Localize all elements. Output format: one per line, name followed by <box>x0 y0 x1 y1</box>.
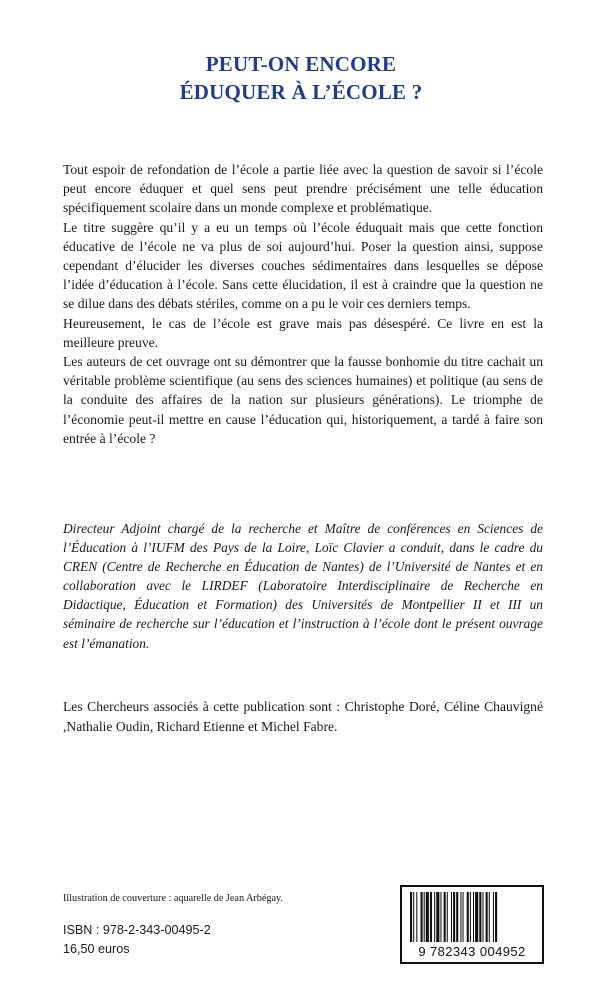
barcode-bar <box>444 892 446 942</box>
barcode-bar <box>460 892 461 942</box>
barcode-bar <box>467 892 469 942</box>
barcode-bar <box>436 892 439 942</box>
barcode-bar <box>434 892 435 942</box>
barcode-bar <box>453 892 455 942</box>
book-title <box>0 50 602 106</box>
barcode-bar <box>426 892 429 942</box>
barcode-bar <box>475 892 478 942</box>
barcode-bar <box>430 892 432 942</box>
title-line-2: ÉDUQUER À L’ÉCOLE ? <box>179 80 423 104</box>
barcode-bar <box>451 892 452 942</box>
barcode-bar <box>424 892 425 942</box>
barcode-bar <box>463 892 464 942</box>
cover-illustration-credit: Illustration de couverture : aquarelle de Jean Arbégay. <box>63 893 283 904</box>
title-line-1: PEUT-ON ENCORE <box>205 52 397 76</box>
barcode-bar <box>482 892 483 942</box>
barcode <box>400 885 544 964</box>
summary-text <box>63 160 543 448</box>
price: 16,50 euros <box>63 942 130 956</box>
summary-paragraph-1: Tout espoir de refondation de l’école a partie liée avec la question de savoir si l’école peut encore éduquer et quel sens peut prendre précisément une telle éducation spécifiquement scolaire dans un monde complexe et problématique. <box>63 162 543 216</box>
barcode-bar <box>473 892 474 942</box>
barcode-bar <box>495 892 497 942</box>
isbn: ISBN : 978-2-343-00495-2 <box>63 923 211 937</box>
summary-paragraph-4: Les auteurs de cet ouvrage ont su démontrer que la fausse bonhomie du titre cachait un véritable problème scientifique (au sens des sciences humaines) et politique (au sens de la conduite des affaires de la nation sur plusieurs générations). Le triomphe de l’économie peut-il mettre en cause l’éducation qui, historiquement, a tardé à faire son entrée à l’école ? <box>63 354 543 446</box>
barcode-bar <box>413 892 414 942</box>
barcode-bar <box>447 892 448 942</box>
associated-researchers: Les Chercheurs associés à cette publication sont : Christophe Doré, Céline Chauvigné ,Nathalie Oudin, Richard Etienne et Michel Fabre. <box>63 699 543 734</box>
author-bio: Directeur Adjoint chargé de la recherche et Maître de conférences en Sciences de l’Éducation à l’IUFM des Pays de la Loire, Loïc Clavier a conduit, dans le cadre du CREN (Centre de Recherche en Éducation de Nantes) de l’Université de Nantes et en collaboration avec le LIRDEF (Laboratoire Interdisciplinaire de Recherche en Didactique, Éducation et Formation) des Universités de Montpellier II et III un séminaire de recherche sur l’éducation et l’instruction à l’école dont le présent ouvrage est l’émanation. <box>63 521 543 651</box>
barcode-bar <box>479 892 481 942</box>
summary-paragraph-2: Le titre suggère qu’il y a eu un temps où l’école éduquait mais que cette fonction éducative de l’école ne va plus de soi aujourd’hui. Poser la question ainsi, suppose cependant d’élucider les diverses couches sédimentaires dans lesquelles se dépose l’idée d’éducation à l’école. Sans cette élucidation, il est à craindre que la question ne se dilue dans des débats stériles, comme on a pu le voir ces derniers temps. <box>63 219 543 312</box>
barcode-number: 9 782343 004952 <box>418 944 526 959</box>
barcode-bar <box>470 892 471 942</box>
barcode-bars-icon <box>407 892 537 942</box>
barcode-bar <box>456 892 458 942</box>
summary-paragraph-3: Heureusement, le cas de l’école est grave mais pas désespéré. Ce livre en est la meilleure preuve. <box>63 315 543 350</box>
barcode-bar <box>440 892 441 942</box>
barcode-bar <box>493 892 494 942</box>
barcode-bar <box>486 892 488 942</box>
barcode-bar <box>416 892 417 942</box>
barcode-bar <box>421 892 423 942</box>
barcode-bar <box>410 892 412 942</box>
barcode-bar <box>489 892 490 942</box>
